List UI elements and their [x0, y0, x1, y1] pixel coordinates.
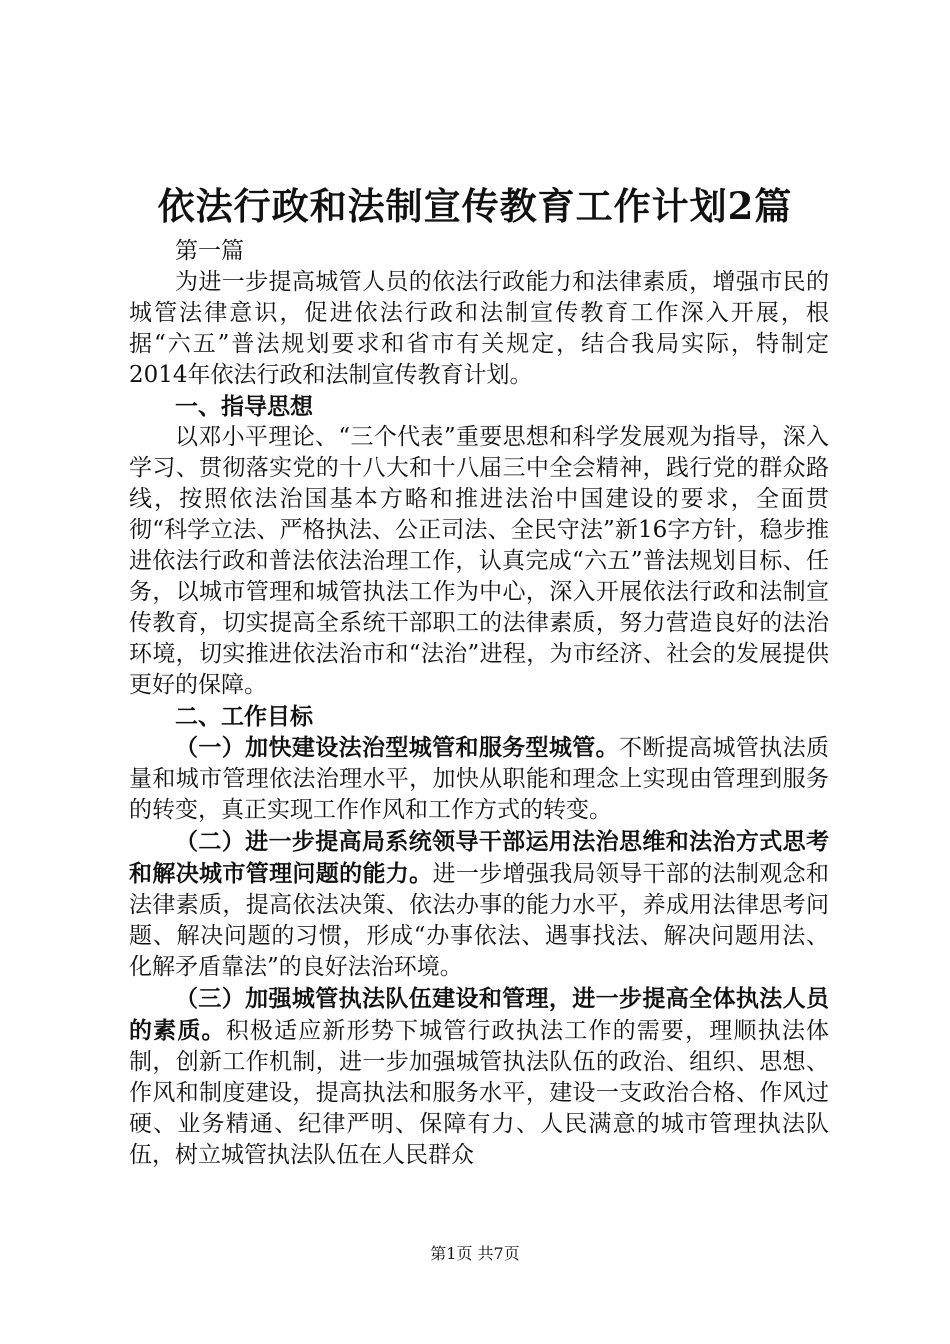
document-body	[129, 236, 829, 1171]
goal-text: 积极适应新形势下城管行政执法工作的需要，理顺执法体制，创新工作机制，进一步加强城管执法队伍的政治、组织、思想、作风和制度建设，提高执法和服务水平，建设一支政治合格、作风过硬、业务精通、纪律严明、保障有力、人民满意的城市管理执法队伍，树立城管执法队伍在人民群众	[129, 1018, 830, 1168]
guiding-ideology-paragraph: 以邓小平理论、“三个代表”重要思想和科学发展观为指导，深入学习、贯彻落实党的十八大和十八届三中全会精神，践行党的群众路线，按照依法治国基本方略和推进法治中国建设的要求，全面贯彻“科学立法、严格执法、公正司法、全民守法”新16字方针，稳步推进依法行政和普法依法治理工作，认真完成“六五”普法规划目标、任务，以城市管理和城管执法工作为中心，深入开展依法行政和法制宣传教育，切实提高全系统干部职工的法律素质，努力营造良好的法治环境，切实推进依法治市和“法治”进程，为市经济、社会的发展提供更好的保障。	[129, 424, 829, 698]
section-heading-guiding-ideology: 一、指导思想	[175, 393, 313, 420]
page-number-footer: 第1页 共7页	[430, 1244, 520, 1263]
section-heading-work-goals: 二、工作目标	[175, 703, 313, 730]
goal-text: 不断提高城管执法质量和城市管理依法治理水平，加快从职能和理念上实现由管理到服务的转变，真正实现工作作风和工作方式的转变。	[129, 735, 830, 823]
goal-item	[129, 732, 829, 826]
goal-item	[129, 826, 829, 983]
part-label: 第一篇	[175, 238, 244, 264]
goal-lead: （三）加强城管执法队伍建设和管理，进一步提高全体执法人员的素质。	[129, 985, 829, 1044]
goal-lead: （二）进一步提高局系统领导干部运用法治思维和法治方式思考和解决城市管理问题的能力。	[129, 828, 829, 887]
goal-item	[129, 983, 829, 1171]
document-title: 依法行政和法制宣传教育工作计划2篇	[157, 184, 793, 228]
goal-text: 进一步增强我局领导干部的法制观念和法律素质，提高依法决策、依法办事的能力水平，养成用法律思考问题、解决问题的习惯，形成“办事依法、遇事找法、解决问题用法、化解矛盾靠法”的良好法治环境。	[129, 861, 830, 980]
goal-lead: （一）加快建设法治型城管和服务型城管。	[175, 734, 620, 761]
intro-paragraph: 为进一步提高城管人员的依法行政能力和法律素质，增强市民的城管法律意识，促进依法行政和法制宣传教育工作深入开展，根据“六五”普法规划要求和省市有关规定，结合我局实际，特制定2014年依法行政和法制宣传教育计划。	[129, 269, 829, 388]
